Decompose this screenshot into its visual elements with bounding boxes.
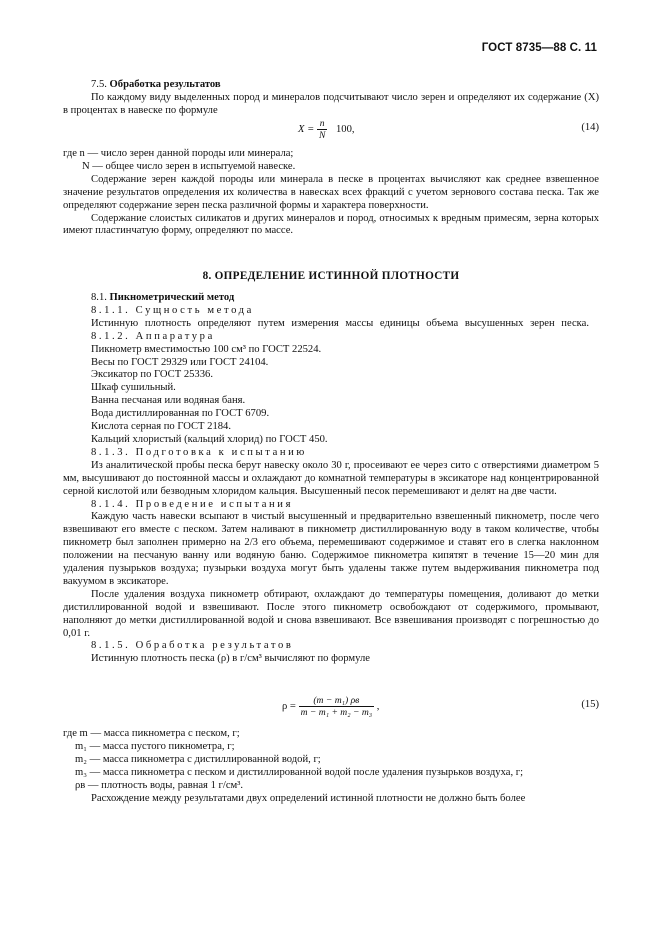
paragraph: Истинную плотность определяют путем измерения массы единицы объема высушенных зерен песка.	[91, 317, 589, 329]
where-line: N — общее число зерен в испытуемой навеске.	[82, 160, 296, 172]
where-line: где n — число зерен данной породы или минерала;	[63, 148, 294, 159]
paragraph: После удаления воздуха пикнометр обтирают, охлаждают до температуры помещения, доливают до метки дистиллированной водой и взвешивают. После этого пикнометр освобождают от содержимого, промывают, наполняют до метки дистиллированной водой и снова взвешивают. Все взвешивания производят с погрешностью до 0,01 г.	[63, 588, 599, 639]
section-7-5	[63, 79, 599, 118]
paragraph: Истинную плотность песка (ρ) в г/см³ вычисляют по формуле	[91, 653, 370, 665]
equipment-item: Ванна песчаная или водяная баня.	[91, 395, 246, 407]
equipment-item: Вода дистиллированная по ГОСТ 6709.	[91, 408, 270, 420]
subsection-heading: 8.1.2. Аппаратура	[91, 330, 215, 342]
paragraph: Из аналитической пробы песка берут навеску около 30 г, просеивают ее через сито с отверстиями диаметром 5 мм, высушивают до постоянной массы и охлаждают до комнатной температуры в эксикаторе над концентрированной серной кислотой или безводным хлоридом кальция. Высушенный песок перемешивают и делят на две части.	[63, 459, 599, 497]
equipment-item: Весы по ГОСТ 29329 или ГОСТ 24104.	[91, 356, 269, 368]
subsection-heading: 8.1.4. Проведение испытания	[91, 498, 294, 510]
where-line: m₂ — масса пикнометра с дистиллированной водой, г;	[75, 753, 321, 765]
equation-number-14: (14)	[581, 122, 599, 133]
paragraph: По каждому виду выделенных пород и минералов подсчитывают число зерен и определяют их содержание (X) в процентах в навеске по формуле	[63, 91, 599, 116]
section-8-1	[63, 292, 599, 666]
formula-14-explanation	[63, 148, 599, 238]
section-8-1-heading: 8.1. Пикнометрический метод	[91, 292, 235, 303]
equipment-item: Пикнометр вместимостью 100 см³ по ГОСТ 22524.	[91, 343, 322, 355]
where-line: ρв — плотность воды, равная 1 г/см³.	[75, 779, 244, 791]
subsection-heading: 8.1.3. Подготовка к испытанию	[91, 446, 307, 458]
section-7-5-heading: 7.5. Обработка результатов	[91, 79, 221, 90]
equipment-item: Кислота серная по ГОСТ 2184.	[91, 421, 231, 433]
section-8-1-title: Пикнометрический метод	[109, 292, 235, 303]
page-header: ГОСТ 8735—88 С. 11	[481, 42, 597, 54]
equation-number-15: (15)	[581, 699, 599, 710]
paragraph: Содержание зерен каждой породы или минерала в песке в процентах вычисляют как среднее взвешенное значение результатов определения их количества в навесках всех фракций с учетом зернового состава песка. Так же определяют содержание зерен песка различной формы и характера поверхности.	[63, 173, 599, 211]
formula-15: ρ = $\frac{\text{(m − m₁) ρв}}{\text{m − m₁ + m₂ − m₃}}$ ,	[282, 695, 380, 718]
equipment-item: Шкаф сушильный.	[91, 382, 176, 394]
formula-14: X = $\frac{n}{N}$ 100,	[298, 118, 355, 141]
paragraph: Каждую часть навески всыпают в чистый высушенный и предварительно взвешенный пикнометр, после чего взвешивают его вместе с песком. Затем наливают в пикнометр дистиллированную воду в таком количестве, чтобы пикнометр был заполнен примерно на 2/3 его объема, перемешивают содержимое и ставят его в слегка наклонном положении на песчаную ванну или водяную баню. Содержимое пикнометра кипятят в течение 15—20 мин для удаления пузырьков воздуха; пузырьки воздуха могут быть удалены также путем выдерживания пикнометра под вакуумом в эксикаторе.	[63, 511, 599, 587]
equipment-item: Кальций хлористый (кальций хлорид) по ГОСТ 450.	[91, 433, 328, 445]
subsection-heading: 8.1.1. Сущность метода	[91, 304, 254, 316]
paragraph: Расхождение между результатами двух определений истинной плотности не должно быть более	[91, 792, 526, 804]
where-line: m₁ — масса пустого пикнометра, г;	[75, 740, 235, 752]
paragraph: Содержание слоистых силикатов и других минералов и пород, относимых к вредным примесям, зерна которых имеют пластинчатую форму, определяют по массе.	[63, 212, 599, 237]
section-8-title: 8. ОПРЕДЕЛЕНИЕ ИСТИННОЙ ПЛОТНОСТИ	[202, 270, 460, 282]
where-line: m₃ — масса пикнометра с песком и дистиллированной водой после удаления пузырьков воздуха, г;	[75, 766, 524, 778]
subsection-heading: 8.1.5. Обработка результатов	[91, 640, 294, 652]
equipment-item: Эксикатор по ГОСТ 25336.	[91, 369, 213, 381]
section-7-5-title: Обработка результатов	[109, 79, 221, 90]
where-line: где m — масса пикнометра с песком, г;	[63, 728, 240, 739]
formula-15-explanation	[63, 728, 599, 805]
